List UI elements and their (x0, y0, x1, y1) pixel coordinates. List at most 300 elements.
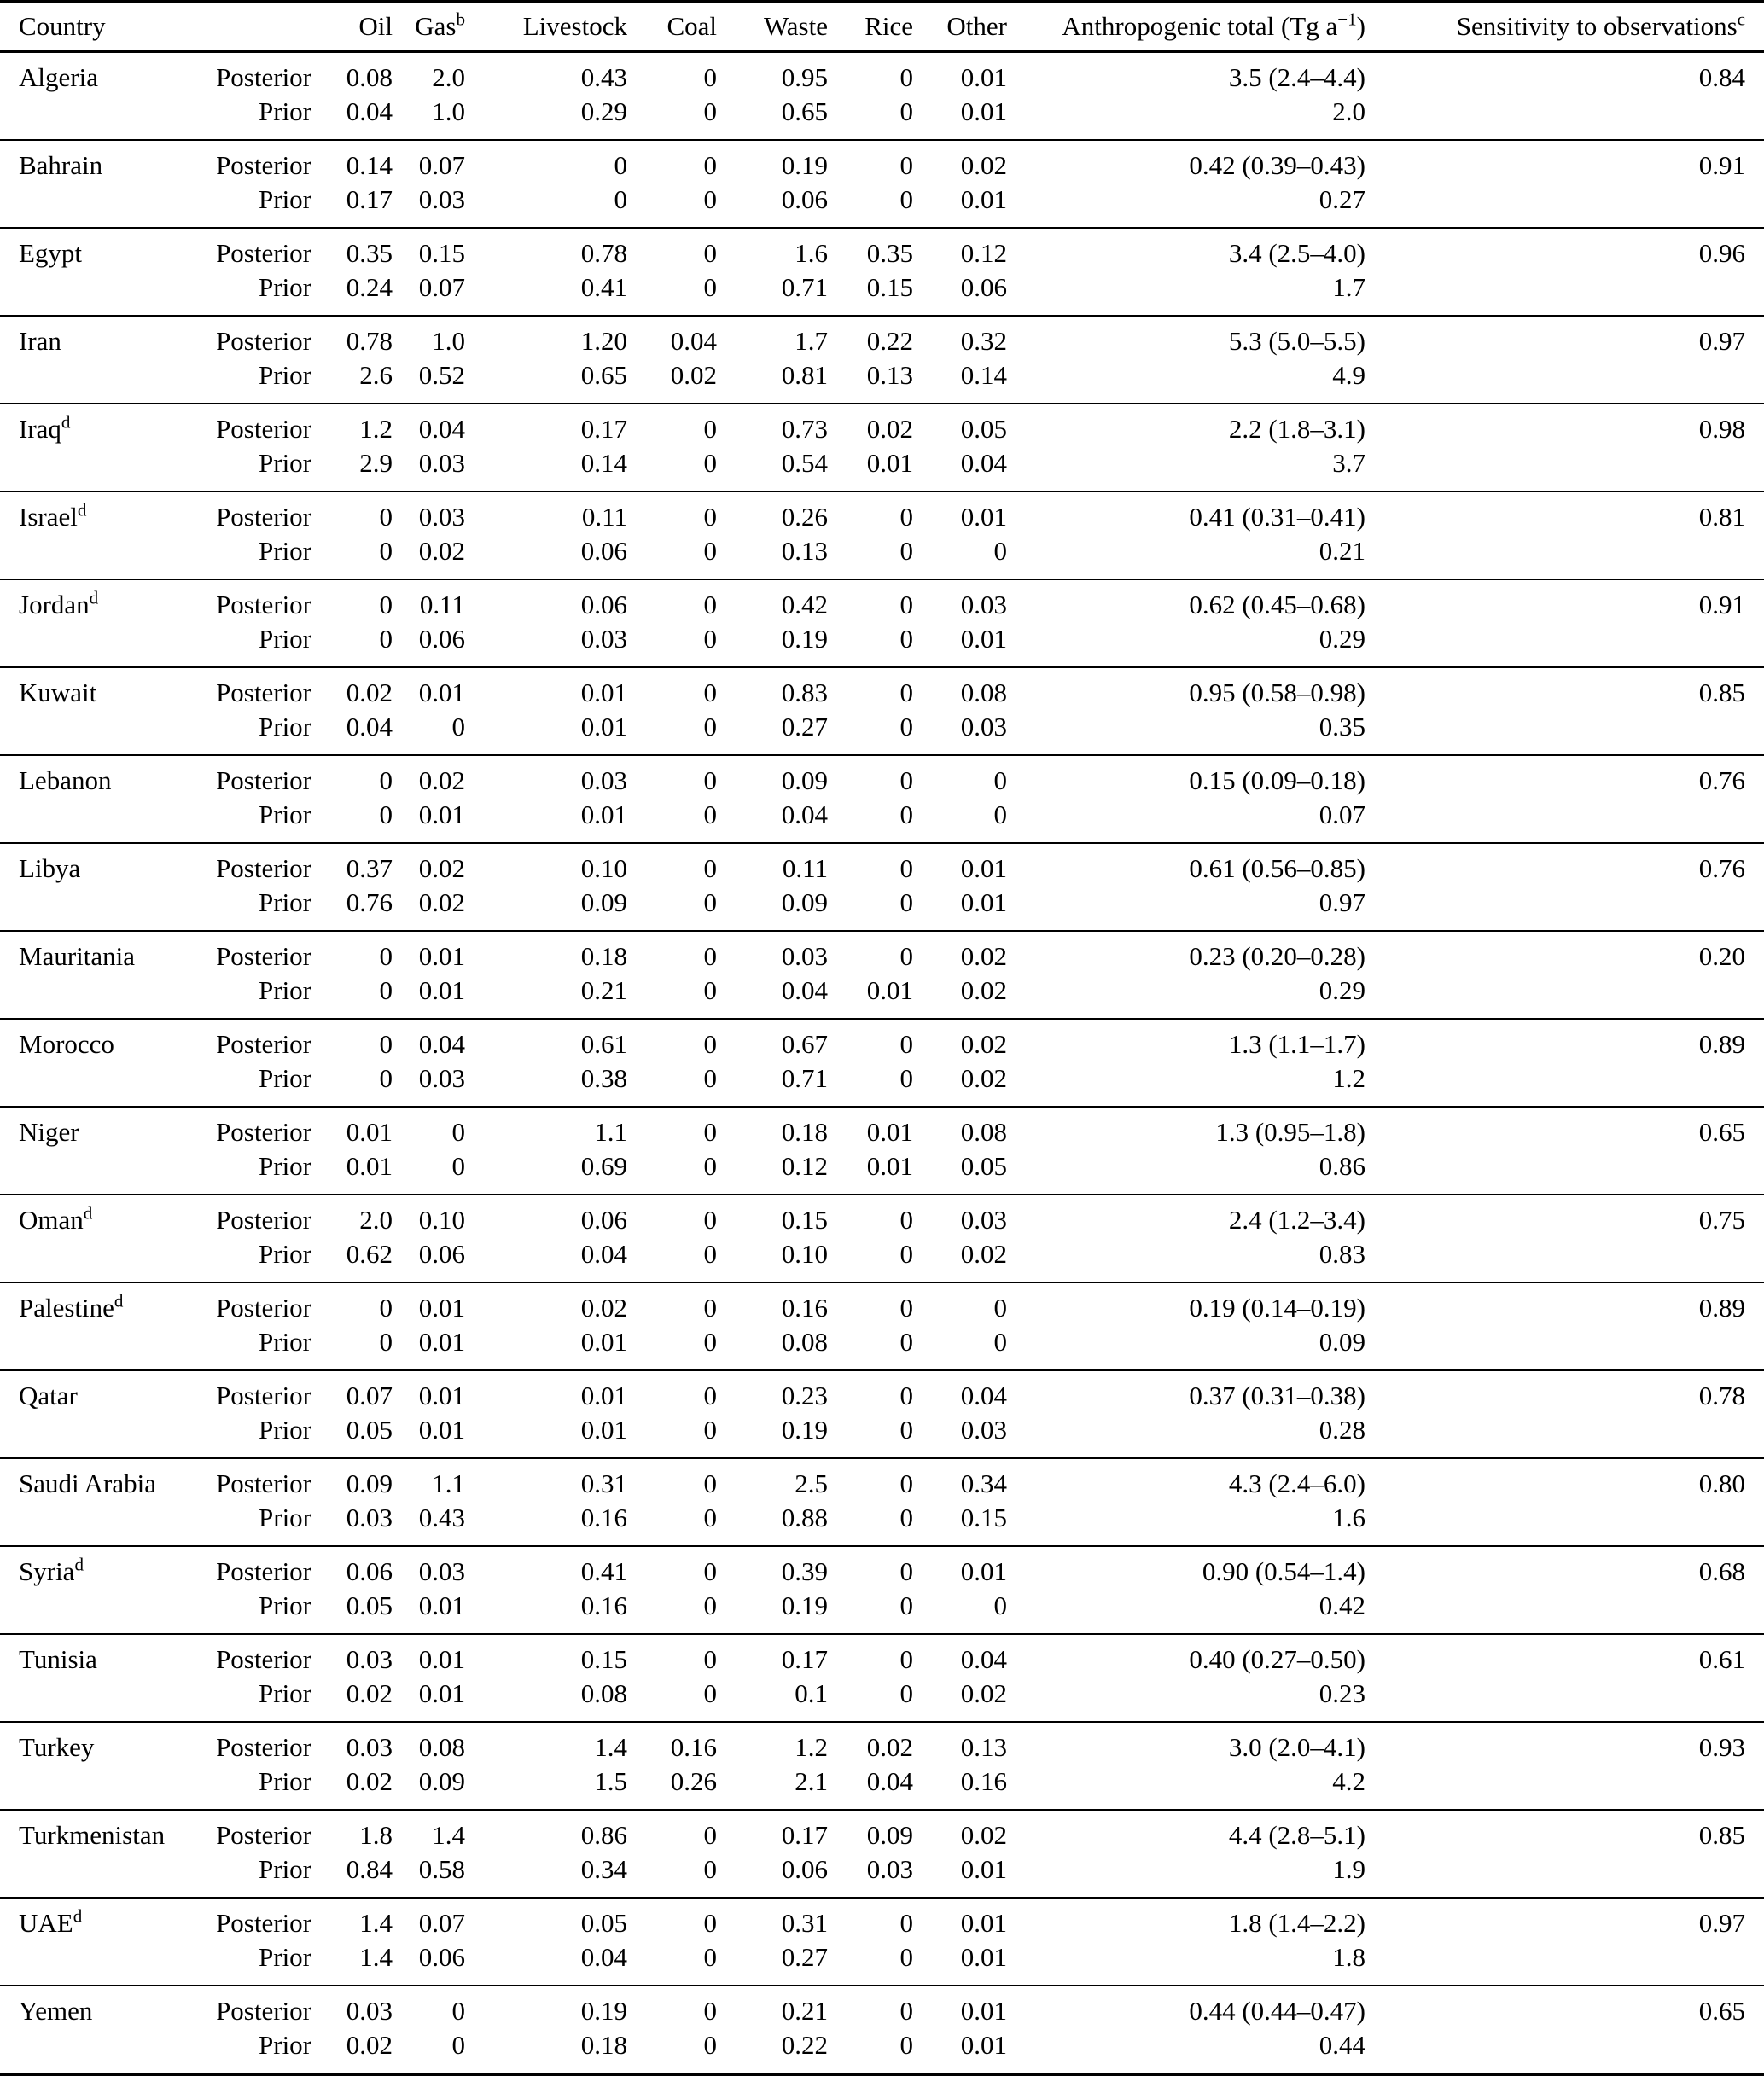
sensitivity-value (1365, 710, 1764, 755)
livestock-value: 0.16 (580, 1590, 627, 1620)
other-value: 0.02 (960, 1820, 1007, 1850)
waste-value: 0.26 (781, 502, 828, 532)
coal-value: 0 (703, 941, 717, 971)
waste-value: 0.17 (781, 1820, 828, 1850)
total-value: 0.97 (1319, 887, 1365, 917)
estimate-type-label: Posterior (216, 1732, 311, 1762)
country-footnote-marker: d (61, 411, 71, 433)
rice-value: 0.01 (866, 1117, 913, 1147)
waste-value: 0.27 (781, 1942, 828, 1972)
livestock-value: 0 (614, 184, 627, 214)
coal-value: 0 (703, 414, 717, 444)
coal-value: 0 (703, 1644, 717, 1674)
other-value: 0.03 (960, 1205, 1007, 1235)
total-value: 3.7 (1332, 448, 1365, 478)
header-livestock: Livestock (522, 11, 627, 41)
waste-value: 0.73 (781, 414, 828, 444)
rice-value: 0 (899, 1503, 913, 1532)
country-cell (0, 886, 205, 931)
country-group (0, 1898, 1764, 1986)
rice-value: 0 (899, 2030, 913, 2060)
country-cell (0, 974, 205, 1019)
oil-value: 0 (379, 624, 393, 654)
header-rice: Rice (865, 11, 913, 41)
livestock-value: 0.14 (580, 448, 627, 478)
total-value: 2.0 (1332, 96, 1365, 126)
livestock-value: 0.17 (580, 414, 627, 444)
prior-row (0, 534, 1764, 579)
country-cell (0, 270, 205, 316)
coal-value: 0 (703, 1293, 717, 1323)
coal-value: 0 (703, 2030, 717, 2060)
prior-row (0, 622, 1764, 667)
gas-value: 0.02 (418, 765, 465, 795)
country-cell (0, 1677, 205, 1722)
oil-value: 2.6 (359, 360, 393, 390)
estimate-type-label: Posterior (216, 414, 311, 444)
header-gas: Gas$^b$ (415, 9, 465, 41)
gas-value: 0 (451, 1996, 465, 2026)
posterior-row (0, 1634, 1764, 1677)
sensitivity-value: 0.76 (1698, 853, 1745, 883)
other-value: 0.15 (960, 1503, 1007, 1532)
livestock-value: 0.05 (580, 1908, 627, 1938)
country-cell (0, 95, 205, 140)
waste-value: 0.10 (781, 1239, 828, 1269)
oil-value: 0.05 (346, 1415, 393, 1445)
country-cell: Bahrain (19, 150, 103, 180)
estimate-type-label: Prior (259, 1327, 311, 1357)
livestock-value: 0.34 (580, 1854, 627, 1884)
coal-value: 0 (703, 1556, 717, 1586)
waste-value: 0.06 (781, 184, 828, 214)
livestock-value: 0 (614, 150, 627, 180)
livestock-value: 0.01 (580, 1327, 627, 1357)
total-value: 1.6 (1332, 1503, 1365, 1532)
estimate-type-label: Prior (259, 887, 311, 917)
oil-value: 0.35 (346, 238, 393, 268)
waste-value: 0.19 (781, 1415, 828, 1445)
rice-value: 0 (899, 1996, 913, 2026)
country-group (0, 579, 1764, 667)
total-value: 1.2 (1332, 1063, 1365, 1093)
country-footnote-marker: d (114, 1290, 124, 1311)
gas-value: 0.01 (418, 1590, 465, 1620)
other-value: 0.02 (960, 150, 1007, 180)
coal-value: 0 (703, 1854, 717, 1884)
oil-value: 0.62 (346, 1239, 393, 1269)
livestock-value: 0.18 (580, 941, 627, 971)
total-value: 0.09 (1319, 1327, 1365, 1357)
country-cell (0, 1940, 205, 1986)
oil-value: 0 (379, 536, 393, 566)
coal-value: 0 (703, 1996, 717, 2026)
prior-row (0, 1237, 1764, 1282)
livestock-value: 0.09 (580, 887, 627, 917)
rice-value: 0 (899, 1063, 913, 1093)
sensitivity-value: 0.84 (1698, 62, 1745, 92)
other-value: 0.06 (960, 272, 1007, 302)
estimate-type-label: Posterior (216, 1556, 311, 1586)
other-value: 0.02 (960, 1063, 1007, 1093)
posterior-row (0, 1282, 1764, 1325)
country-cell: Iraq$^d$ (19, 411, 71, 444)
country-footnote-marker: d (77, 499, 87, 520)
country-group (0, 1634, 1764, 1722)
country-group (0, 1282, 1764, 1370)
prior-row (0, 2028, 1764, 2074)
total-value: 3.4 (2.5–4.0) (1228, 238, 1365, 268)
oil-value: 0 (379, 1293, 393, 1323)
rice-value: 0 (899, 1239, 913, 1269)
estimate-type-label: Posterior (216, 502, 311, 532)
coal-value: 0 (703, 1820, 717, 1850)
posterior-row (0, 1107, 1764, 1149)
country-footnote-marker: d (89, 587, 99, 608)
gas-value: 0.04 (418, 414, 465, 444)
estimate-type-label: Prior (259, 1151, 311, 1181)
total-value: 0.95 (0.58–0.98) (1189, 677, 1365, 707)
sensitivity-value (1365, 974, 1764, 1019)
posterior-row (0, 931, 1764, 974)
estimate-type-label: Prior (259, 1942, 311, 1972)
gas-value: 0.06 (418, 1942, 465, 1972)
other-value: 0.01 (960, 62, 1007, 92)
oil-value: 0 (379, 975, 393, 1005)
prior-row (0, 270, 1764, 316)
sensitivity-value (1365, 622, 1764, 667)
estimate-type-label: Posterior (216, 1381, 311, 1410)
oil-value: 0.06 (346, 1556, 393, 1586)
prior-row (0, 886, 1764, 931)
estimate-type-label: Prior (259, 96, 311, 126)
other-value: 0.01 (960, 1556, 1007, 1586)
gas-value: 0 (451, 1117, 465, 1147)
country-cell (0, 446, 205, 491)
gas-value: 0.10 (418, 1205, 465, 1235)
other-value: 0.32 (960, 326, 1007, 356)
rice-value: 0 (899, 712, 913, 741)
posterior-row (0, 228, 1764, 270)
other-value: 0.01 (960, 853, 1007, 883)
livestock-value: 0.03 (580, 765, 627, 795)
waste-value: 0.1 (795, 1678, 828, 1708)
livestock-value: 0.06 (580, 590, 627, 619)
sensitivity-value: 0.85 (1698, 1820, 1745, 1850)
waste-value: 0.31 (781, 1908, 828, 1938)
other-value: 0.14 (960, 360, 1007, 390)
sensitivity-value: 0.61 (1698, 1644, 1745, 1674)
gas-value: 1.1 (432, 1468, 465, 1498)
sensitivity-value: 0.80 (1698, 1468, 1745, 1498)
prior-row (0, 183, 1764, 228)
total-value: 3.5 (2.4–4.4) (1228, 62, 1365, 92)
coal-value: 0 (703, 1503, 717, 1532)
coal-value: 0 (703, 765, 717, 795)
total-value: 0.29 (1319, 624, 1365, 654)
estimate-type-label: Prior (259, 1766, 311, 1796)
gas-value: 0.01 (418, 1293, 465, 1323)
posterior-row (0, 1546, 1764, 1589)
waste-value: 0.12 (781, 1151, 828, 1181)
country-cell (0, 534, 205, 579)
header-other: Other (946, 11, 1007, 41)
sensitivity-value: 0.98 (1698, 414, 1745, 444)
other-value: 0.01 (960, 887, 1007, 917)
posterior-row (0, 1458, 1764, 1501)
prior-row (0, 95, 1764, 140)
country-cell: Palestine$^d$ (19, 1290, 124, 1323)
sensitivity-value (1365, 358, 1764, 404)
sensitivity-value (1365, 534, 1764, 579)
other-value: 0.04 (960, 1644, 1007, 1674)
oil-value: 0.14 (346, 150, 393, 180)
estimate-type-label: Prior (259, 1063, 311, 1093)
other-value: 0.01 (960, 1996, 1007, 2026)
total-value: 0.23 (0.20–0.28) (1189, 941, 1365, 971)
other-value: 0 (993, 765, 1007, 795)
estimate-type-label: Prior (259, 712, 311, 741)
country-cell (0, 1413, 205, 1458)
estimate-type-label: Posterior (216, 590, 311, 619)
rice-value: 0.03 (866, 1854, 913, 1884)
gas-value: 0 (451, 712, 465, 741)
posterior-row (0, 404, 1764, 446)
livestock-value: 0.65 (580, 360, 627, 390)
coal-value: 0 (703, 1468, 717, 1498)
estimate-type-label: Posterior (216, 941, 311, 971)
header-row (0, 2, 1764, 52)
prior-row (0, 1589, 1764, 1634)
rice-value: 0 (899, 624, 913, 654)
country-cell (0, 2028, 205, 2074)
oil-value: 0.04 (346, 96, 393, 126)
posterior-row (0, 755, 1764, 798)
rice-value: 0 (899, 62, 913, 92)
sensitivity-value: 0.85 (1698, 677, 1745, 707)
country-cell: Kuwait (19, 677, 97, 707)
coal-value: 0 (703, 887, 717, 917)
coal-value: 0 (703, 1415, 717, 1445)
waste-value: 0.08 (781, 1327, 828, 1357)
waste-value: 0.19 (781, 150, 828, 180)
rice-value: 0 (899, 1678, 913, 1708)
prior-row (0, 1765, 1764, 1810)
gas-value: 0.06 (418, 1239, 465, 1269)
sensitivity-value: 0.96 (1698, 238, 1745, 268)
sensitivity-value (1365, 1677, 1764, 1722)
rice-value: 0.22 (866, 326, 913, 356)
estimate-type-label: Posterior (216, 326, 311, 356)
oil-value: 0.17 (346, 184, 393, 214)
prior-row (0, 1061, 1764, 1107)
total-value: 0.41 (0.31–0.41) (1189, 502, 1365, 532)
country-cell (0, 1501, 205, 1546)
prior-row (0, 1852, 1764, 1898)
coal-value: 0 (703, 590, 717, 619)
livestock-value: 0.69 (580, 1151, 627, 1181)
waste-value: 0.42 (781, 590, 828, 619)
livestock-value: 0.29 (580, 96, 627, 126)
gas-value: 0.03 (418, 184, 465, 214)
total-value: 0.23 (1319, 1678, 1365, 1708)
sensitivity-value (1365, 1765, 1764, 1810)
posterior-row (0, 1810, 1764, 1852)
total-value: 0.40 (0.27–0.50) (1189, 1644, 1365, 1674)
total-value: 0.86 (1319, 1151, 1365, 1181)
total-value: 1.9 (1332, 1854, 1365, 1884)
posterior-row (0, 667, 1764, 710)
country-cell: Niger (19, 1117, 79, 1147)
oil-value: 0.03 (346, 1996, 393, 2026)
livestock-value: 0.18 (580, 2030, 627, 2060)
rice-value: 0 (899, 1908, 913, 1938)
rice-value: 0 (899, 853, 913, 883)
sensitivity-value (1365, 1852, 1764, 1898)
livestock-value: 0.08 (580, 1678, 627, 1708)
gas-value: 0.02 (418, 887, 465, 917)
estimate-type-label: Posterior (216, 1644, 311, 1674)
waste-value: 1.6 (795, 238, 828, 268)
posterior-row (0, 579, 1764, 622)
livestock-value: 0.16 (580, 1503, 627, 1532)
gas-value: 0.01 (418, 1415, 465, 1445)
rice-value: 0.01 (866, 975, 913, 1005)
waste-value: 0.18 (781, 1117, 828, 1147)
prior-row (0, 446, 1764, 491)
oil-value: 0.78 (346, 326, 393, 356)
coal-value: 0 (703, 238, 717, 268)
country-cell: Algeria (19, 62, 98, 92)
total-value: 0.15 (0.09–0.18) (1189, 765, 1365, 795)
rice-value: 0 (899, 1205, 913, 1235)
sensitivity-value (1365, 1501, 1764, 1546)
estimate-type-label: Prior (259, 272, 311, 302)
prior-row (0, 1940, 1764, 1986)
estimate-type-label: Prior (259, 1503, 311, 1532)
header-waste: Waste (764, 11, 828, 41)
sensitivity-value (1365, 886, 1764, 931)
other-value: 0.03 (960, 590, 1007, 619)
country-group (0, 1986, 1764, 2074)
total-value: 0.42 (1319, 1590, 1365, 1620)
gas-value: 0.03 (418, 448, 465, 478)
livestock-value: 0.31 (580, 1468, 627, 1498)
waste-value: 0.71 (781, 1063, 828, 1093)
livestock-value: 0.01 (580, 677, 627, 707)
country-group (0, 667, 1764, 755)
rice-value: 0 (899, 590, 913, 619)
oil-value: 0.76 (346, 887, 393, 917)
livestock-value: 1.4 (594, 1732, 627, 1762)
posterior-row (0, 843, 1764, 886)
oil-value: 0.01 (346, 1151, 393, 1181)
rice-value: 0.02 (866, 414, 913, 444)
country-footnote-marker: d (74, 1554, 84, 1575)
other-value: 0.01 (960, 1908, 1007, 1938)
gas-value: 0.52 (418, 360, 465, 390)
oil-value: 0.08 (346, 62, 393, 92)
country-cell (0, 1589, 205, 1634)
estimate-type-label: Prior (259, 975, 311, 1005)
other-value: 0.01 (960, 2030, 1007, 2060)
total-value: 0.83 (1319, 1239, 1365, 1269)
posterior-row (0, 1986, 1764, 2028)
coal-value: 0 (703, 1117, 717, 1147)
other-value: 0.05 (960, 1151, 1007, 1181)
livestock-value: 0.19 (580, 1996, 627, 2026)
livestock-value: 0.02 (580, 1293, 627, 1323)
gas-value: 0.01 (418, 1644, 465, 1674)
total-value: 1.3 (1.1–1.7) (1228, 1029, 1365, 1059)
livestock-value: 0.04 (580, 1942, 627, 1972)
country-cell: Turkey (19, 1732, 95, 1762)
rice-value: 0 (899, 1415, 913, 1445)
gas-value: 0.01 (418, 1678, 465, 1708)
estimate-type-label: Posterior (216, 1996, 311, 2026)
prior-row (0, 798, 1764, 843)
sensitivity-value: 0.89 (1698, 1293, 1745, 1323)
coal-value: 0 (703, 448, 717, 478)
sensitivity-value (1365, 270, 1764, 316)
coal-value: 0 (703, 712, 717, 741)
livestock-value: 0.61 (580, 1029, 627, 1059)
country-group (0, 52, 1764, 141)
sensitivity-footnote-marker: c (1737, 9, 1745, 30)
gas-value: 1.0 (432, 326, 465, 356)
estimate-type-label: Prior (259, 184, 311, 214)
coal-value: 0 (703, 624, 717, 654)
rice-value: 0 (899, 800, 913, 829)
header-anthropogenic-total: Anthropogenic total (Tg $a^{-1}$) (1062, 9, 1365, 41)
total-value: 1.8 (1.4–2.2) (1228, 1908, 1365, 1938)
gas-value: 0.01 (418, 800, 465, 829)
total-value: 2.4 (1.2–3.4) (1228, 1205, 1365, 1235)
country-cell (0, 1325, 205, 1370)
oil-value: 0 (379, 800, 393, 829)
country-cell (0, 1852, 205, 1898)
livestock-value: 1.5 (594, 1766, 627, 1796)
posterior-row (0, 1195, 1764, 1237)
other-value: 0.03 (960, 1415, 1007, 1445)
sensitivity-value: 0.68 (1698, 1556, 1745, 1586)
oil-value: 0.02 (346, 677, 393, 707)
country-cell: Egypt (19, 238, 83, 268)
other-value: 0.01 (960, 1854, 1007, 1884)
sensitivity-value: 0.97 (1698, 1908, 1745, 1938)
other-value: 0 (993, 1590, 1007, 1620)
country-cell (0, 1237, 205, 1282)
prior-row (0, 1325, 1764, 1370)
gas-value: 0.01 (418, 1327, 465, 1357)
country-cell: Oman$^d$ (19, 1202, 93, 1235)
livestock-value: 1.20 (580, 326, 627, 356)
other-value: 0.02 (960, 1239, 1007, 1269)
waste-value: 0.27 (781, 712, 828, 741)
exponent: −1 (1337, 9, 1357, 30)
estimate-type-label: Posterior (216, 1293, 311, 1323)
estimate-type-label: Posterior (216, 853, 311, 883)
oil-value: 2.9 (359, 448, 393, 478)
total-value: 0.42 (0.39–0.43) (1189, 150, 1365, 180)
total-value: 0.90 (0.54–1.4) (1202, 1556, 1365, 1586)
gas-value: 0 (451, 2030, 465, 2060)
total-value: 0.35 (1319, 712, 1365, 741)
rice-value: 0.35 (866, 238, 913, 268)
other-value: 0 (993, 1293, 1007, 1323)
estimate-type-label: Prior (259, 536, 311, 566)
sensitivity-value: 0.81 (1698, 502, 1745, 532)
